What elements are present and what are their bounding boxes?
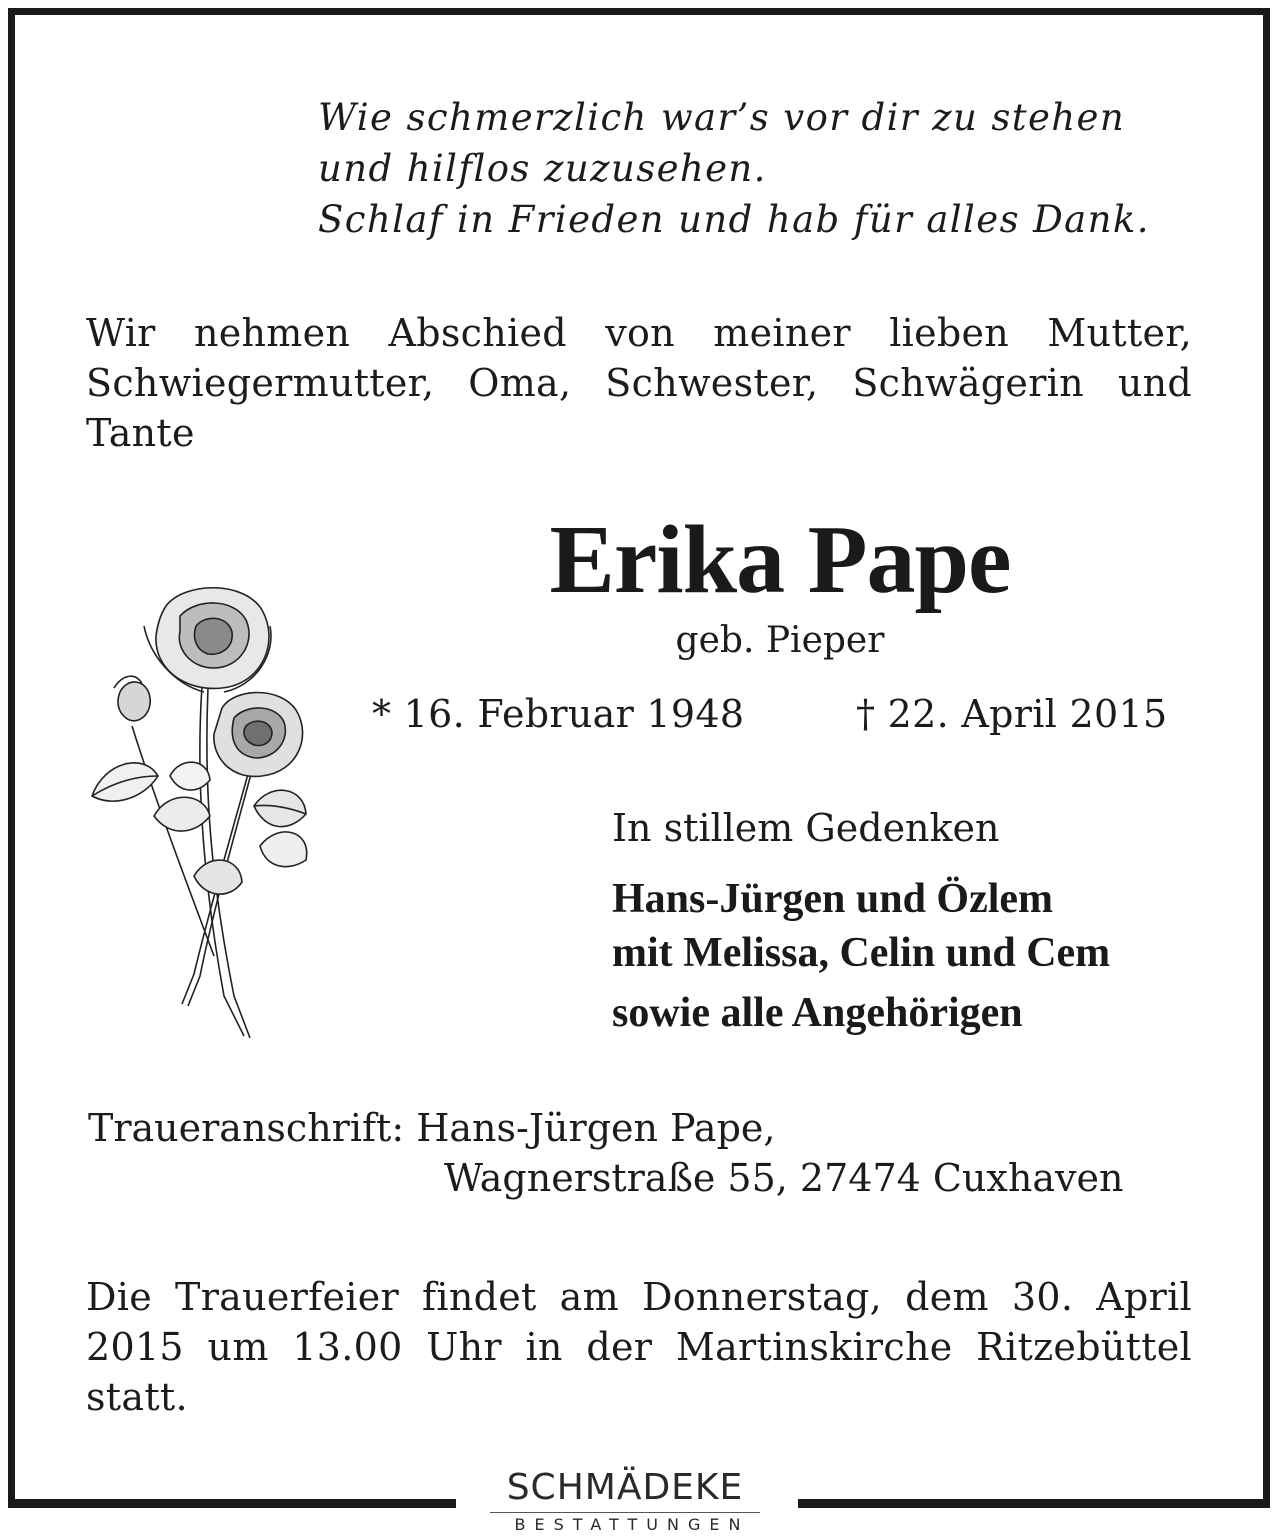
deceased-name: Erika Pape [549, 506, 1011, 614]
mourners-line: sowie alle Angehörigen [612, 990, 1023, 1036]
memorial-poem [318, 92, 1150, 245]
bottom-rule-right [798, 1499, 1270, 1508]
mourners-block [612, 872, 1110, 1040]
logo-name: SCHMÄDEKE [506, 1467, 744, 1508]
poem-line: Schlaf in Frieden und hab für alles Dank. [318, 198, 1150, 241]
mourners-line: Hans-Jürgen und Özlem [612, 876, 1054, 922]
funeral-service-info: Die Trauerfeier findet am Donnerstag, dem 30. April 2015 um 13.00 Uhr in der Martinskirche Ritzebüttel statt. [86, 1275, 1192, 1419]
mourners-line: mit Melissa, Celin und Cem [612, 930, 1111, 976]
death-date: † 22. April 2015 [856, 692, 1168, 736]
mourning-address-line: Traueranschrift: Hans-Jürgen Pape, [88, 1106, 776, 1150]
logo-divider [490, 1512, 760, 1513]
birth-date: * 16. Februar 1948 [372, 692, 745, 736]
mourning-address-line: Wagnerstraße 55, 27474 Cuxhaven [444, 1156, 1124, 1200]
logo-subtitle: BESTATTUNGEN [514, 1515, 750, 1534]
farewell-intro: Wir nehmen Abschied von meiner lieben Mutter, Schwiegermutter, Oma, Schwester, Schwägerin und Tante [86, 311, 1192, 455]
poem-line: und hilflos zuzusehen. [318, 147, 767, 190]
bottom-rule-left [8, 1499, 456, 1508]
funeral-home-logo [470, 1468, 780, 1534]
poem-line: Wie schmerzlich war’s vor dir zu stehen [318, 96, 1126, 139]
maiden-name: geb. Pieper [675, 620, 885, 661]
rose-bouquet-icon [84, 576, 316, 1046]
remembrance-line: In stillem Gedenken [612, 806, 1000, 850]
